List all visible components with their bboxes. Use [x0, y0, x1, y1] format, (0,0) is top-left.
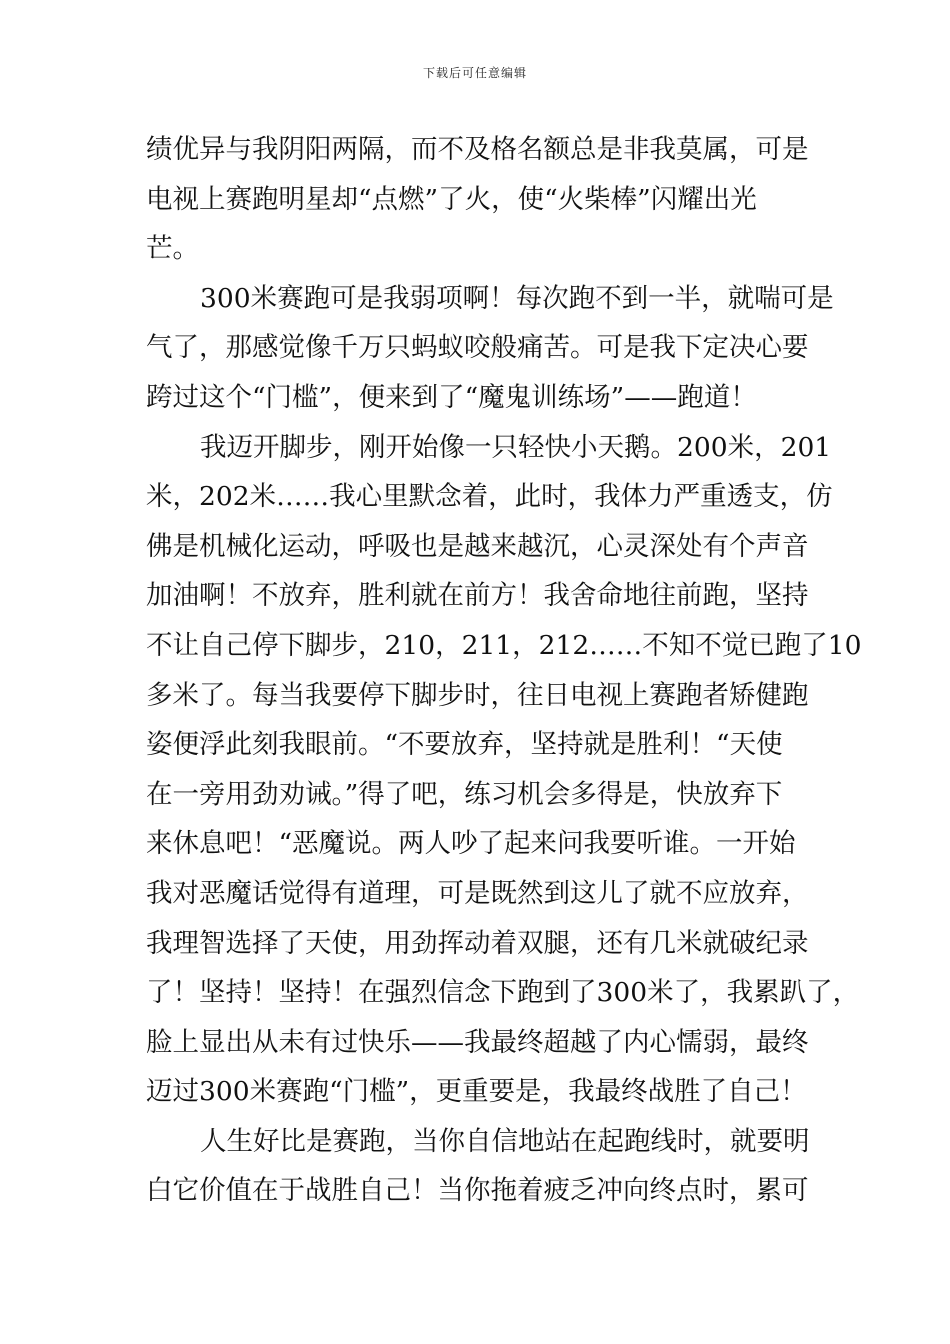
- text-line: 电视上赛跑明星却“点燃”了火，使“火柴棒”闪耀出光: [146, 183, 757, 215]
- text-line: 人生好比是赛跑，当你自信地站在起跑线时，就要明: [200, 1125, 810, 1157]
- text-line: 佛是机械化运动，呼吸也是越来越沉，心灵深处有个声音: [146, 530, 809, 562]
- text-line: 脸上显出从未有过快乐——我最终超越了内心懦弱，最终: [146, 1026, 809, 1058]
- text-line: 多米了。每当我要停下脚步时，往日电视上赛跑者矫健跑: [146, 679, 809, 711]
- text-line: 不让自己停下脚步，210，211，212……不知不觉已跑了10: [146, 629, 862, 661]
- text-line: 我理智选择了天使，用劲挥动着双腿，还有几米就破纪录: [146, 927, 809, 959]
- document-body: [146, 125, 862, 1216]
- text-line: 加油啊！不放弃，胜利就在前方！我舍命地往前跑，坚持: [146, 580, 809, 612]
- text-line: 我对恶魔话觉得有道理，可是既然到这儿了就不应放弃，: [146, 877, 809, 909]
- text-line: 米，202米……我心里默念着，此时，我体力严重透支，仿: [146, 481, 833, 513]
- text-line: 迈过300米赛跑“门槛”，更重要是，我最终战胜了自己！: [146, 1076, 807, 1108]
- text-line: 气了，那感觉像千万只蚂蚁咬般痛苦。可是我下定决心要: [146, 332, 809, 364]
- text-line: 300米赛跑可是我弱项啊！每次跑不到一半，就喘可是: [200, 282, 834, 314]
- text-line: 跨过这个“门槛”，便来到了“魔鬼训练场”——跑道！: [146, 381, 757, 413]
- text-line: 来休息吧！“恶魔说。两人吵了起来问我要听谁。一开始: [146, 828, 796, 860]
- text-line: 了！坚持！坚持！在强烈信念下跑到了300米了，我累趴了，: [146, 977, 860, 1009]
- text-line: 绩优异与我阴阳两隔，而不及格名额总是非我莫属，可是: [146, 134, 809, 165]
- text-line: 芒。: [146, 233, 199, 265]
- text-line: 在一旁用劲劝诫。”得了吧，练习机会多得是，快放弃下: [146, 778, 783, 810]
- text-line: 白它价值在于战胜自己！当你拖着疲乏冲向终点时，累可: [146, 1175, 809, 1207]
- text-line: 我迈开脚步，刚开始像一只轻快小天鹅。200米，201: [200, 431, 832, 463]
- text-line: 姿便浮此刻我眼前。“不要放弃，坚持就是胜利！“天使: [146, 729, 783, 761]
- page-header-note: 下载后可任意编辑: [422, 66, 527, 80]
